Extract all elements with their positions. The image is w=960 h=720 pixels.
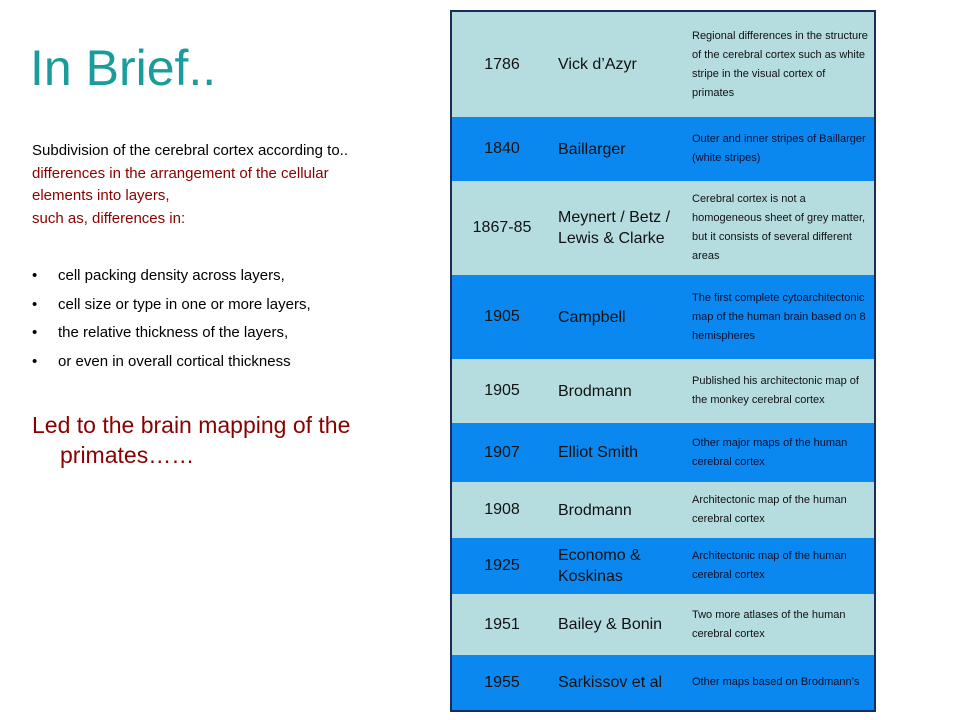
timeline-year: 1908 bbox=[484, 501, 520, 518]
timeline-row bbox=[452, 538, 874, 594]
timeline-desc: The first complete cytoarchitectonic map of the human brain based on 8 hemispheres bbox=[692, 291, 866, 342]
timeline-row bbox=[452, 423, 874, 482]
timeline-year: 1925 bbox=[484, 557, 520, 574]
timeline-row bbox=[452, 12, 874, 117]
timeline-row bbox=[452, 359, 874, 423]
timeline-table bbox=[450, 10, 876, 712]
timeline-name: Vick d’Azyr bbox=[558, 56, 637, 73]
timeline-year: 1951 bbox=[484, 615, 520, 633]
timeline-name: Elliot Smith bbox=[558, 444, 639, 461]
timeline-year: 1905 bbox=[484, 308, 520, 325]
bullet-text: or even in overall cortical thickness bbox=[58, 352, 291, 370]
timeline-name: Economo & Koskinas bbox=[558, 547, 641, 585]
timeline-row bbox=[452, 482, 874, 538]
timeline-row bbox=[452, 655, 874, 710]
timeline-desc: Architectonic map of the human cerebral cortex bbox=[692, 550, 847, 581]
timeline-year: 1867-85 bbox=[472, 219, 532, 236]
timeline-name: Sarkissov et al bbox=[558, 674, 663, 691]
bullet-dot: • bbox=[32, 267, 38, 284]
bullet-item bbox=[32, 266, 442, 295]
timeline-desc: Other major maps of the human cerebral cortex bbox=[692, 436, 848, 468]
timeline-row bbox=[452, 594, 874, 655]
timeline-year: 1907 bbox=[484, 443, 520, 461]
bullet-item bbox=[32, 352, 442, 381]
intro-line: differences in the arrangement of the cellular bbox=[32, 164, 329, 182]
conclusion-text bbox=[32, 410, 432, 470]
intro-line: such as, differences in: bbox=[32, 209, 186, 227]
bullet-text: cell size or type in one or more layers, bbox=[58, 295, 311, 313]
timeline-name: Brodmann bbox=[558, 382, 632, 400]
timeline-year: 1786 bbox=[484, 55, 520, 73]
bullet-text: the relative thickness of the layers, bbox=[58, 324, 289, 341]
bullet-item bbox=[32, 323, 442, 352]
slide-title: In Brief.. bbox=[30, 40, 217, 96]
timeline-desc: Regional differences in the structure of the cerebral cortex such as white stripe in the visual cortex of primates bbox=[692, 29, 868, 99]
bullet-text: cell packing density across layers, bbox=[58, 267, 285, 284]
intro-text bbox=[32, 140, 442, 230]
bullet-list bbox=[32, 266, 442, 380]
timeline-name: Brodmann bbox=[558, 501, 632, 519]
timeline-year: 1955 bbox=[484, 673, 520, 691]
timeline-year: 1840 bbox=[484, 140, 520, 157]
timeline-name: Bailey & Bonin bbox=[558, 616, 663, 633]
timeline-name: Baillarger bbox=[558, 140, 626, 158]
timeline-name: Campbell bbox=[558, 308, 626, 326]
timeline-desc: Outer and inner stripes of Baillarger (white stripes) bbox=[692, 133, 866, 164]
timeline-desc: Cerebral cortex is not a homogeneous sheet of grey matter, but it consists of several different areas bbox=[692, 193, 866, 262]
timeline-row bbox=[452, 275, 874, 359]
timeline-row bbox=[452, 117, 874, 181]
timeline-desc: Two more atlases of the human cerebral cortex bbox=[692, 608, 846, 640]
intro-line: elements into layers, bbox=[32, 187, 170, 204]
intro-line: Subdivision of the cerebral cortex according to.. bbox=[32, 142, 349, 159]
timeline-desc: Architectonic map of the human cerebral cortex bbox=[692, 494, 847, 525]
timeline-desc: Other maps based on Brodmann’s bbox=[692, 676, 860, 688]
timeline-name: Meynert / Betz / Lewis & Clarke bbox=[558, 209, 671, 247]
bullet-item bbox=[32, 295, 442, 324]
timeline-desc: Published his architectonic map of the monkey cerebral cortex bbox=[692, 375, 859, 406]
timeline-year: 1905 bbox=[484, 382, 520, 399]
conclusion-line: primates…… bbox=[60, 442, 195, 468]
timeline-row bbox=[452, 181, 874, 275]
conclusion-line: Led to the brain mapping of the bbox=[32, 412, 351, 438]
bullet-dot: • bbox=[32, 295, 38, 313]
bullet-dot: • bbox=[32, 324, 38, 341]
bullet-dot: • bbox=[32, 352, 38, 370]
